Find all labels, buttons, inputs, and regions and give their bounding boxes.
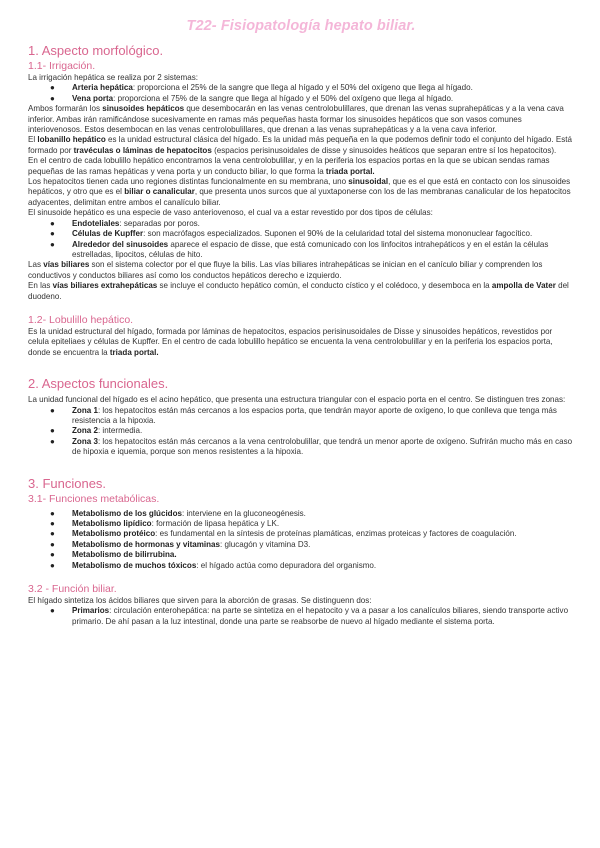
list-item: ● Metabolismo de bilirrubina.: [50, 550, 177, 560]
section-3-2-heading: 3.2 - Función biliar.: [28, 583, 117, 596]
list-item: ● Zona 3: los hepatocitos están más cercanos a la vena centrolobulillar, que tendrá un menor aporte de oxígeno. Sufrirán mucho más en caso de hipoxia e iquemia, porque son menos resistentes a la hipoxia.: [50, 436, 573, 457]
biliar-intro: El hígado sintetiza los ácidos biliares que sirven para la aborción de grasas. Se distinguenn dos:: [28, 596, 372, 606]
list-item: ● Metabolismo de los glúcidos: interviene en la gluconeogénesis.: [50, 508, 306, 518]
list-item: ● Primarios: circulación enterohepática: na parte se sintetiza en el hepatocito y va a pasar a los canalículos biliares, siendo transporte activo primario. De ahí pasan a la luz intestinal, donde una parte se reabsorbe de nuevo al hígado mediante el sistema porta.: [50, 606, 569, 626]
bullet-icon: ●: [50, 508, 55, 518]
paragraph-hepatocitos: Los hepatocitos tienen cada uno regiones distintas funcionalmente en su membrana, uno sinusoidal, que es el que está en contacto con los sinusoides hepáticos, y otro que es el biliar o canalicular, que presenta unos surcos que al yuxtaponerse con los de las membranas canalicular de los hepatocitos adyacentes, delimitan entre ambos el canalículo biliar.: [28, 177, 571, 207]
section-3-heading: 3. Funciones.: [28, 475, 107, 491]
paragraph-vias-extrahepaticas: En las vías biliares extrahepáticas se incluye el conducto hepático común, el conducto cístico y el colédoco, y desemboca en la ampolla de Vater del duodeno.: [28, 281, 569, 301]
bullet-icon: ●: [50, 218, 55, 228]
section-1-1-heading: 1.1- Irrigación.: [28, 60, 96, 72]
irrigation-intro: La irrigación hepática se realiza por 2 sistemas:: [28, 73, 198, 82]
paragraph-vias-biliares: Las vías biliares son el sistema colector por el que fluye la bilis. Las vías biliares intrahepáticas se inician en el canículo biliar y comprenden los conductivos y conductos biliares así como los conductos hepáticos derecho e izquierdo.: [28, 260, 543, 280]
bullet-icon: ●: [50, 550, 55, 560]
paragraph-triada: En el centro de cada lobulillo hepático encontramos la vena centrolobulillar, y en la periferia los espacios portas en la que se ubican sendas ramas pequeñas de las ramas hepáticas y vena porta y un conducto biliar, lo que forma la triada portal.: [28, 156, 550, 176]
paragraph-sinusoide: El sinusoide hepático es una especie de vaso anteriovenoso, el cual va a estar revestido por dos tipos de células:: [28, 208, 433, 218]
bullet-icon: ●: [50, 539, 55, 549]
bullet-icon: ●: [50, 529, 55, 539]
bullet-icon: ●: [50, 426, 55, 436]
paragraph-sinusoides: Ambos formarán los sinusoides hepáticos que desembocarán en las venas centrolobulillares, que drenan las venas suprahepáticas y a la vena cava inferior. Ambas irán ramificándose sucesivamente en ramas más pequeñas hasta formar los sinusoides hepáticos que son vasos comunes interiovenosos. Estos desembocan en las venas centrolobulillares, que drenan a las venas suprahepáticas y a la vena cava inferior.: [28, 104, 564, 135]
bullet-icon: ●: [50, 560, 55, 570]
section-1-2-heading: 1.2- Lobulillo hepático.: [28, 313, 134, 326]
bullet-icon: ●: [50, 93, 55, 103]
paragraph-lobulillo: Es la unidad estructural del hígado, formada por láminas de hepatocitos, espacios perisinusoidales de Disse y sinusoides hepáticos, revestidos por celula epiteliaes y células de Kupffer. En el centro de cada lobulillo hepático se encuenta la vena centrolobulillar y en la periferia los espacios porta, donde se encuentra la triada portal.: [28, 326, 553, 357]
bullet-icon: ●: [50, 83, 55, 93]
list-item: ● Zona 1: los hepatocitos están más cercanos a los espacios porta, que tendrán mayor aporte de oxígeno, lo que conlleva que tenga más resistencia a la hipoxia.: [50, 405, 557, 425]
bullet-icon: ●: [50, 405, 55, 415]
zones-list: [28, 406, 574, 458]
bullet-icon: ●: [50, 229, 55, 239]
list-item: ● Metabolismo lipídico: formación de lipasa hepática y LK.: [50, 519, 280, 528]
section-3-1-heading: 3.1- Funciones metabólicas.: [28, 492, 160, 505]
bullet-icon: ●: [50, 239, 55, 249]
cells-list: [28, 219, 574, 261]
bullet-icon: ●: [50, 606, 55, 616]
section-2-heading: 2. Aspectos funcionales.: [28, 376, 169, 392]
functional-intro: La unidad funcional del hígado es el acino hepático, que presenta una estructura triangular con el espacio porta en el centro. Se distinguen tres zonas:: [28, 395, 566, 405]
list-item: ● Alrededor del sinusoides aparece el espacio de disse, que está comunicado con los linfocitos intrahepáticos y en el están la células estrelladas, lipocitos, células de hito.: [50, 239, 549, 259]
list-item: ● Zona 2: intermedia.: [50, 426, 143, 436]
list-item: ● Vena porta: proporciona el 75% de la sangre que llega al hígado y el 50% del oxígeno que llega al hígado.: [50, 93, 454, 103]
list-item: ● Metabolismo protéico: es fundamental en la síntesis de proteínas plamáticas, enzimas proteicas y factores de coagulación.: [50, 529, 517, 539]
list-item: ● Arteria hepática: proporciona el 25% de la sangre que llega al hígado y el 50% del oxígeno que llega al hígado.: [50, 83, 473, 93]
biliar-list: [28, 606, 574, 627]
list-item: ● Endoteliales: separadas por poros.: [50, 218, 200, 228]
paragraph-lobanillo: El lobanillo hepático es la unidad estructural clásica del hígado. Es la unidad más pequeña en la que podemos definir todo el conjunto del hígado. Está formado por travéculas o láminas de hepatocitos (espacios perisinusoidales de disse y sinusoides heáticos que separan entre sí los hepatocitos).: [28, 135, 572, 155]
irrigation-list: [28, 83, 574, 104]
list-item: ● Células de Kupffer: son macrófagos especializados. Suponen el 90% de la celularidad total del sistema mononuclear fagocítico.: [50, 229, 533, 239]
list-item: ● Metabolismo de muchos tóxicos: el hígado actúa como depuradora del organismo.: [50, 560, 377, 570]
metabolic-list: [28, 509, 574, 571]
list-item: ● Metabolismo de hormonas y vitaminas: glucagón y vitamina D3.: [50, 539, 311, 549]
document-title: T22- Fisiopatología hepato biliar.: [186, 18, 416, 34]
section-1-heading: 1. Aspecto morfológico.: [28, 43, 164, 58]
bullet-icon: ●: [50, 436, 55, 446]
bullet-icon: ●: [50, 519, 55, 528]
